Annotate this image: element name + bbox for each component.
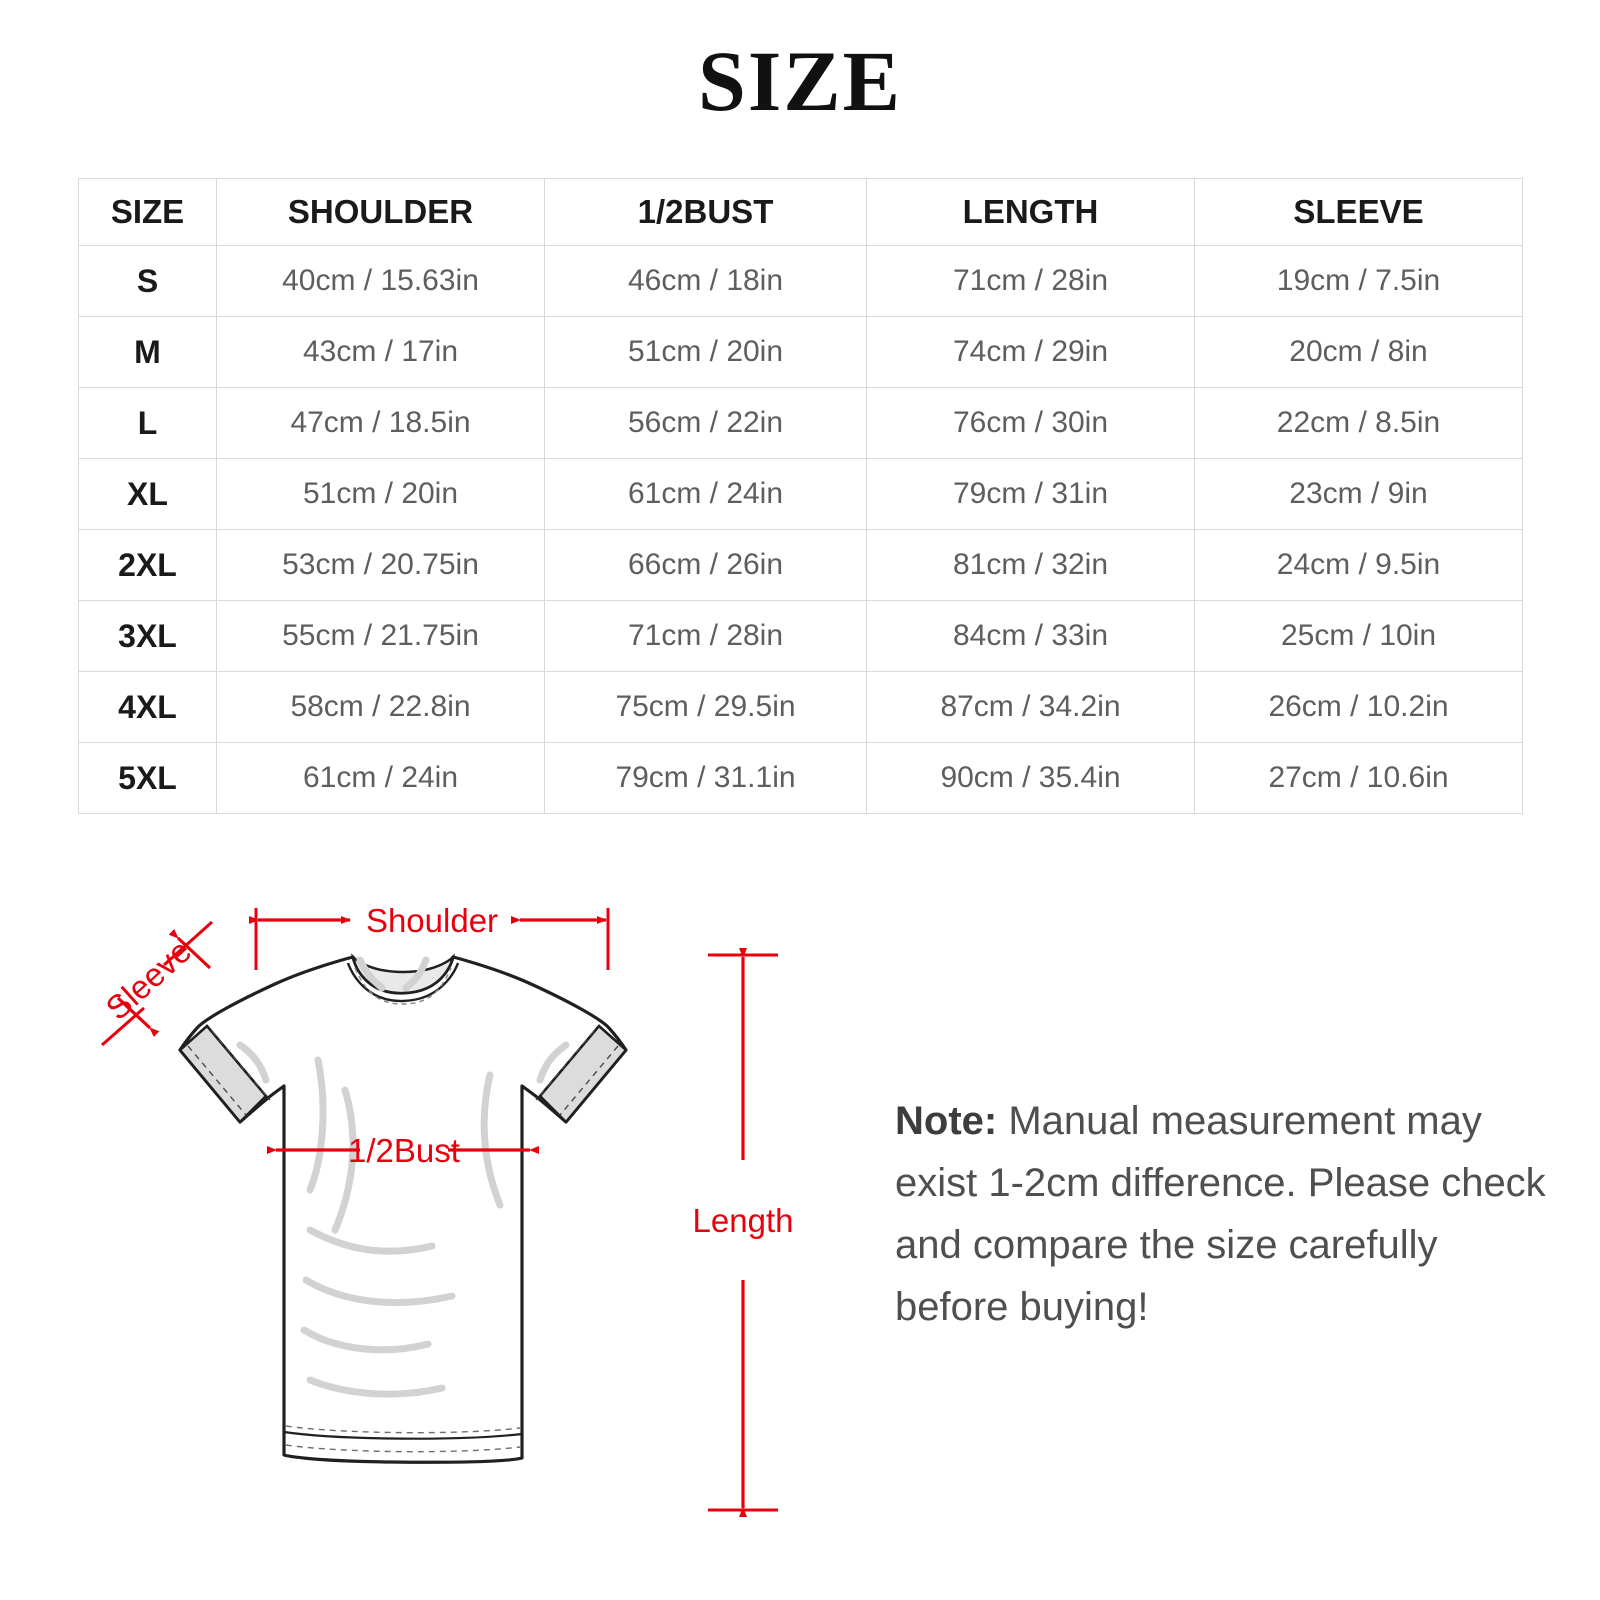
column-header-shoulder: SHOULDER [217,179,545,246]
table-row [79,672,1523,743]
shoulder-label: Shoulder [365,902,499,939]
cell-sleeve: 19cm / 7.5in [1195,246,1523,317]
cell-size: 3XL [79,601,217,672]
cell-bust: 56cm / 22in [545,388,867,459]
size-chart-table [78,178,1523,814]
measurement-note [895,1090,1555,1338]
cell-length: 84cm / 33in [867,601,1195,672]
cell-size: M [79,317,217,388]
cell-length: 74cm / 29in [867,317,1195,388]
column-header-length: LENGTH [867,179,1195,246]
cell-sleeve: 25cm / 10in [1195,601,1523,672]
column-header-sleeve: SLEEVE [1195,179,1523,246]
cell-size: 5XL [79,743,217,814]
cell-size: XL [79,459,217,530]
cell-shoulder: 51cm / 20in [217,459,545,530]
tshirt-illustration [180,957,626,1462]
tshirt-measurement-diagram [60,860,860,1560]
cell-shoulder: 40cm / 15.63in [217,246,545,317]
table-row [79,246,1523,317]
cell-shoulder: 43cm / 17in [217,317,545,388]
cell-length: 81cm / 32in [867,530,1195,601]
cell-bust: 51cm / 20in [545,317,867,388]
cell-length: 76cm / 30in [867,388,1195,459]
note-text: Manual measurement may exist 1-2cm difference. Please check and compare the size carefully before buying! [895,1099,1546,1329]
note-label: Note: [895,1099,998,1143]
cell-size: 4XL [79,672,217,743]
cell-size: S [79,246,217,317]
cell-shoulder: 53cm / 20.75in [217,530,545,601]
table-row [79,601,1523,672]
column-header-bust: 1/2BUST [545,179,867,246]
cell-bust: 71cm / 28in [545,601,867,672]
page-title: SIZE [697,33,903,129]
bust-label: 1/2Bust [348,1132,460,1169]
table-row [79,317,1523,388]
cell-shoulder: 58cm / 22.8in [217,672,545,743]
cell-bust: 61cm / 24in [545,459,867,530]
cell-length: 71cm / 28in [867,246,1195,317]
cell-sleeve: 24cm / 9.5in [1195,530,1523,601]
sleeve-label: Sleeve [98,931,199,1027]
table-row [79,388,1523,459]
cell-shoulder: 55cm / 21.75in [217,601,545,672]
table-row [79,530,1523,601]
cell-shoulder: 61cm / 24in [217,743,545,814]
table-row [79,459,1523,530]
column-header-size: SIZE [79,179,217,246]
table-row [79,743,1523,814]
cell-shoulder: 47cm / 18.5in [217,388,545,459]
cell-length: 79cm / 31in [867,459,1195,530]
cell-size: L [79,388,217,459]
cell-bust: 66cm / 26in [545,530,867,601]
cell-length: 90cm / 35.4in [867,743,1195,814]
cell-length: 87cm / 34.2in [867,672,1195,743]
cell-bust: 46cm / 18in [545,246,867,317]
cell-sleeve: 20cm / 8in [1195,317,1523,388]
length-label: Length [692,1202,794,1239]
cell-bust: 79cm / 31.1in [545,743,867,814]
cell-sleeve: 22cm / 8.5in [1195,388,1523,459]
cell-sleeve: 27cm / 10.6in [1195,743,1523,814]
table-header-row [79,179,1523,246]
cell-sleeve: 26cm / 10.2in [1195,672,1523,743]
cell-sleeve: 23cm / 9in [1195,459,1523,530]
cell-size: 2XL [79,530,217,601]
cell-bust: 75cm / 29.5in [545,672,867,743]
